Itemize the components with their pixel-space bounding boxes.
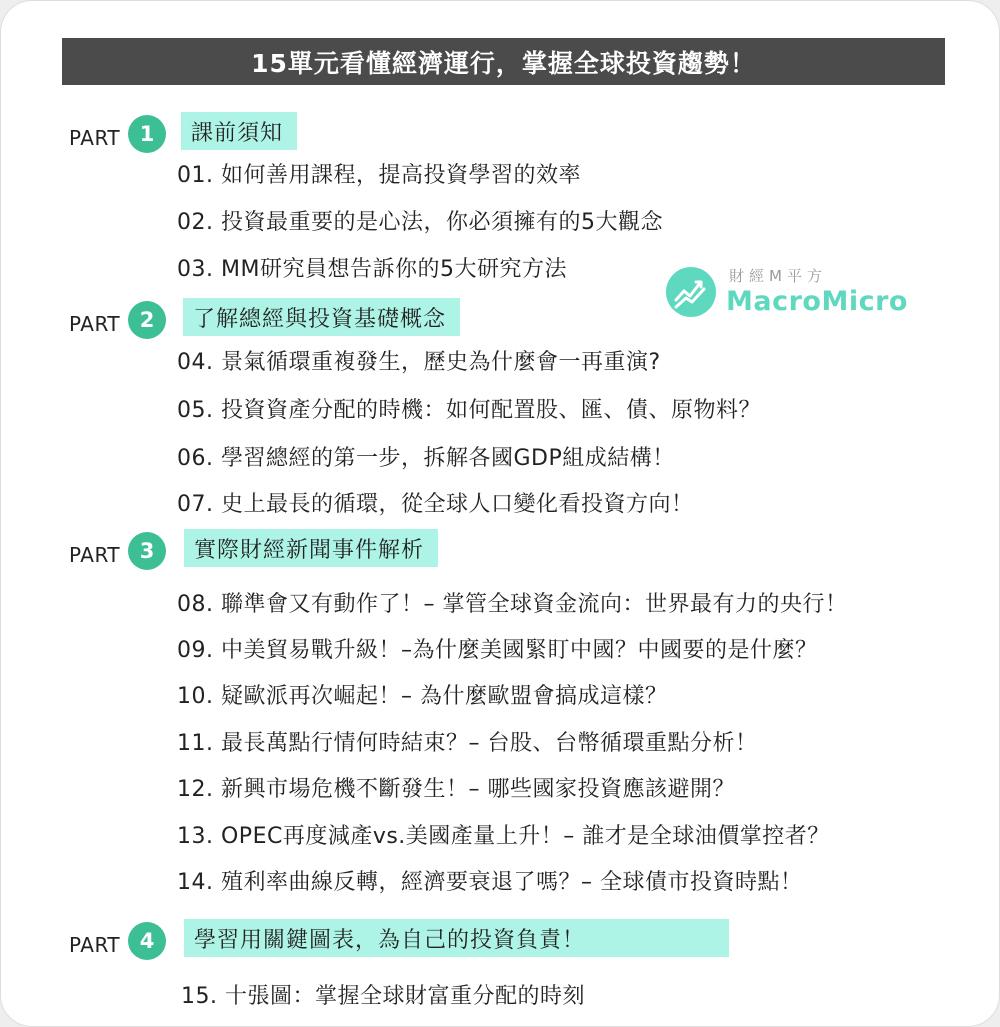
part-label: PART	[69, 933, 121, 957]
lesson-item: 06. 學習總經的第一步，拆解各國GDP組成結構！	[177, 446, 675, 471]
part-title: 學習用關鍵圖表，為自己的投資負責！	[184, 919, 729, 957]
lesson-item: 15. 十張圖：掌握全球財富重分配的時刻	[181, 984, 585, 1009]
part-2-header	[1, 298, 491, 344]
lesson-item: 02. 投資最重要的是心法，你必須擁有的5大觀念	[177, 210, 663, 235]
part-label: PART	[69, 543, 121, 567]
lesson-item: 07. 史上最長的循環，從全球人口變化看投資方向！	[177, 492, 694, 517]
logo-english-name: MacroMicro	[726, 286, 908, 317]
part-label: PART	[69, 126, 121, 150]
lesson-item: 09. 中美貿易戰升級！–為什麼美國緊盯中國？中國要的是什麼？	[177, 638, 818, 663]
part-1-header	[1, 112, 311, 158]
part-4-header	[1, 919, 741, 965]
part-number-badge: 4	[128, 922, 166, 960]
part-number-badge: 3	[128, 532, 166, 570]
lesson-item: 03. MM研究員想告訴你的5大研究方法	[177, 257, 567, 282]
lesson-item: 08. 聯準會又有動作了！– 掌管全球資金流向：世界最有力的央行！	[177, 592, 848, 617]
logo-chinese-name: 財經M平方	[729, 267, 827, 285]
part-title: 了解總經與投資基礎概念	[183, 298, 460, 336]
part-title: 實際財經新聞事件解析	[184, 529, 438, 567]
lesson-item: 13. OPEC再度減產vs.美國產量上升！– 誰才是全球油價掌控者？	[177, 824, 830, 849]
part-number-badge: 2	[128, 301, 166, 339]
lesson-item: 01. 如何善用課程，提高投資學習的效率	[177, 163, 581, 188]
lesson-item: 11. 最長萬點行情何時結束？– 台股、台幣循環重點分析！	[177, 731, 758, 756]
lesson-item: 12. 新興市場危機不斷發生！– 哪些國家投資應該避開？	[177, 777, 735, 802]
lesson-item: 04. 景氣循環重複發生，歷史為什麼會一再重演?	[177, 350, 661, 375]
lesson-item: 10. 疑歐派再次崛起！– 為什麼歐盟會搞成這樣？	[177, 684, 668, 709]
part-number-badge: 1	[128, 115, 166, 153]
lesson-item: 05. 投資資產分配的時機：如何配置股、匯、債、原物料？	[177, 398, 761, 423]
chart-line-icon	[666, 267, 716, 317]
macromicro-logo	[666, 265, 911, 321]
part-title: 課前須知	[181, 112, 297, 150]
part-3-header	[1, 529, 471, 575]
part-label: PART	[69, 312, 121, 336]
lesson-item: 14. 殖利率曲線反轉，經濟要衰退了嗎？– 全球債市投資時點！	[177, 870, 803, 895]
page-title: 15單元看懂經濟運行，掌握全球投資趨勢！	[62, 38, 945, 85]
